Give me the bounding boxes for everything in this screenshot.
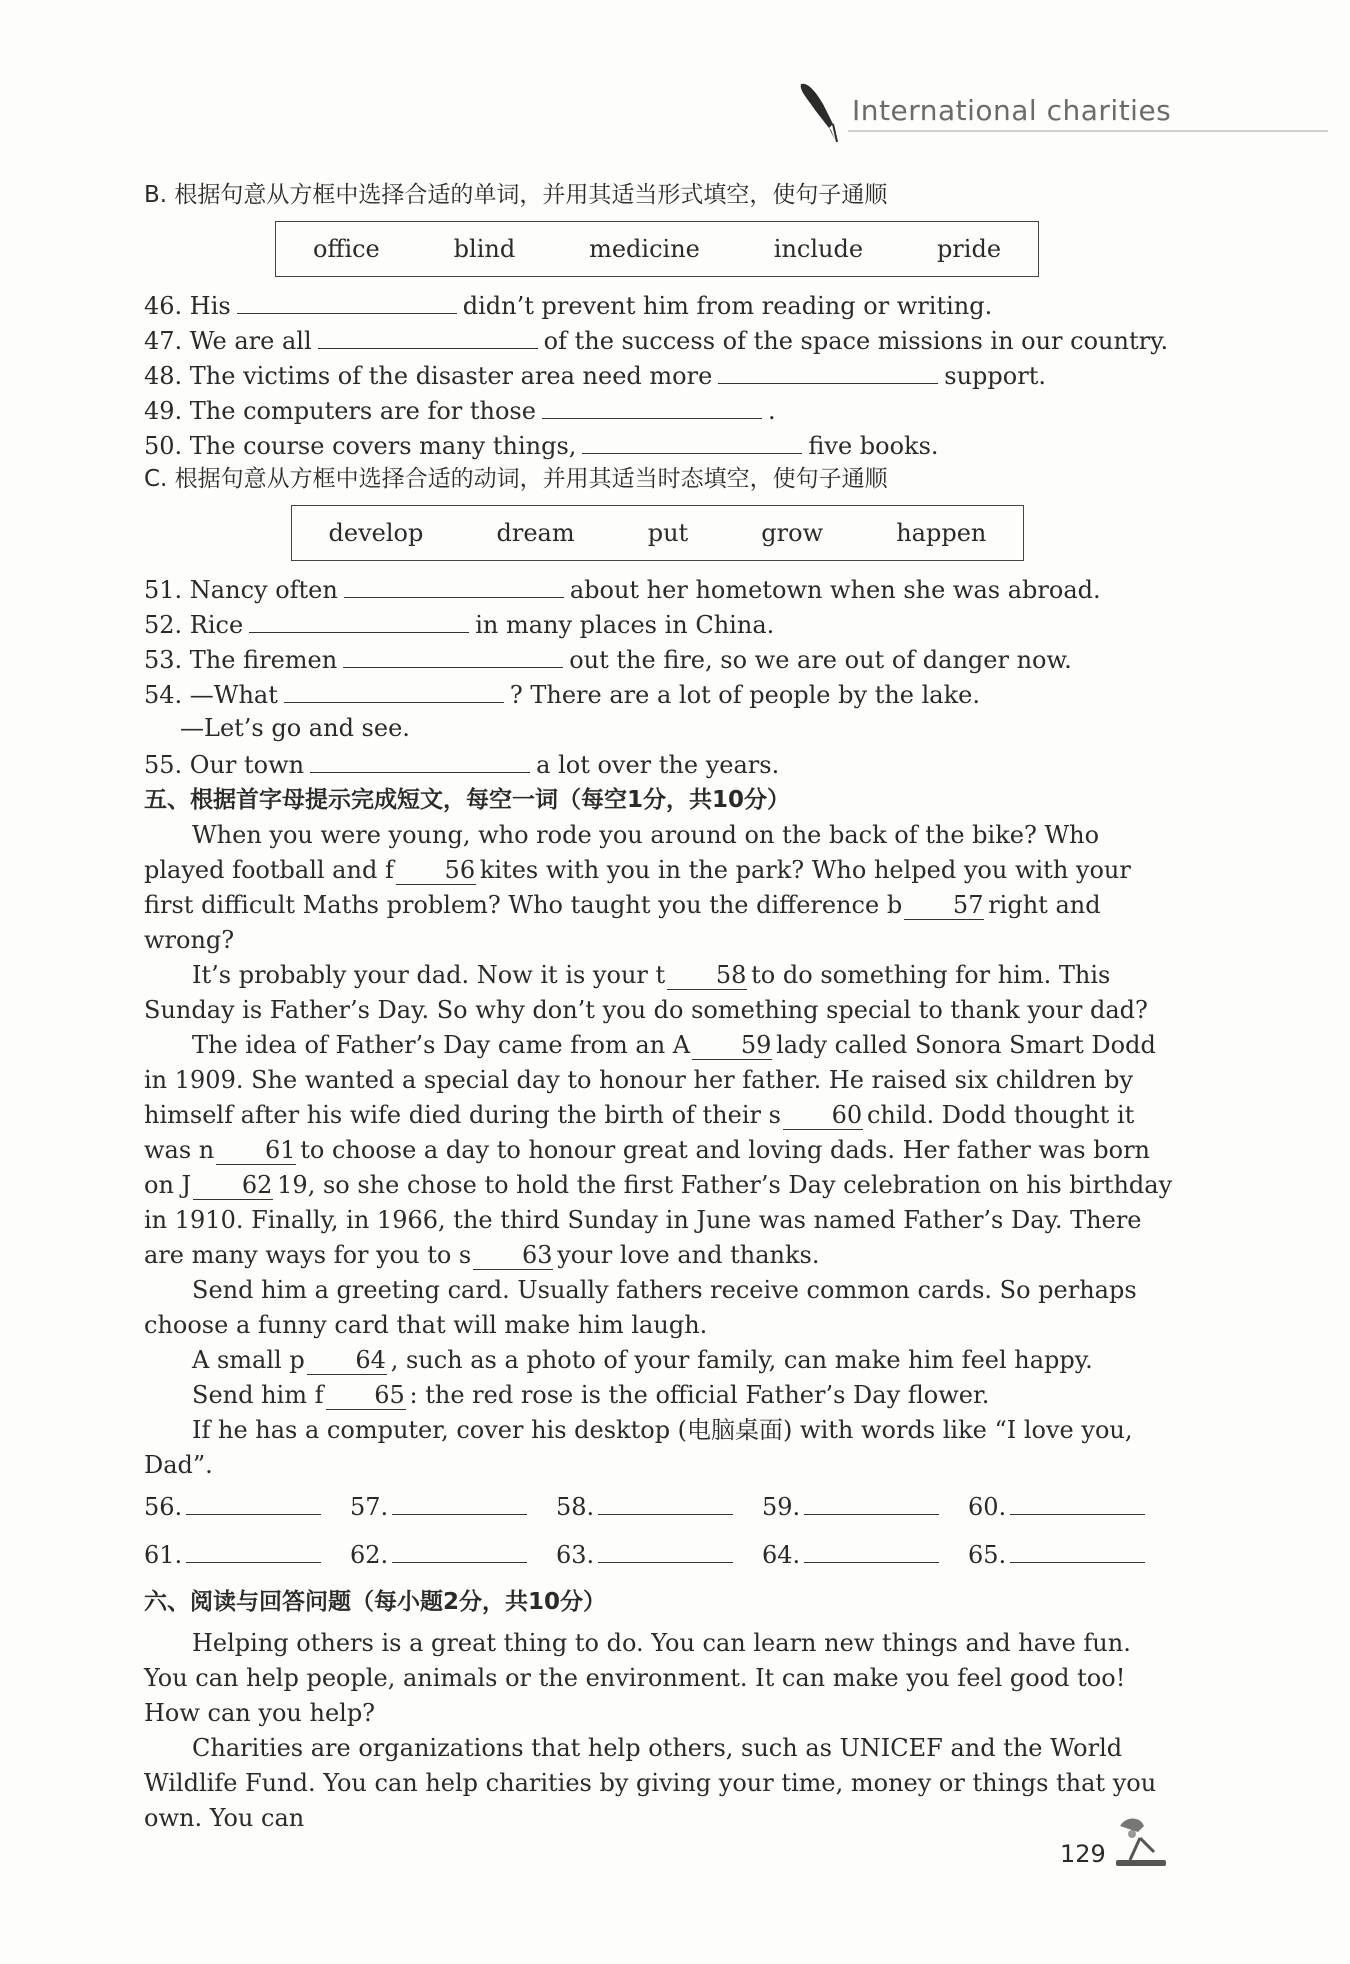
question-50: 50. The course covers many things, five books. <box>144 427 1174 462</box>
page-header <box>790 72 1330 142</box>
page-content <box>144 178 1174 1836</box>
pen-icon <box>795 80 841 144</box>
cloze-paragraph-7: If he has a computer, cover his desktop (电脑桌面) with words like “I love you, Dad”. <box>144 1416 1133 1479</box>
question-48: 48. The victims of the disaster area need more support. <box>144 357 1174 392</box>
cloze-blank-56[interactable]: 56 <box>396 856 476 885</box>
answer-blank[interactable] <box>582 427 802 454</box>
answer-slot: 57. <box>350 1490 556 1525</box>
answer-lines <box>144 1487 1174 1573</box>
answer-blank[interactable] <box>718 357 938 384</box>
cloze-blank-60[interactable]: 60 <box>783 1101 863 1130</box>
word-box-item: medicine <box>589 234 700 263</box>
answer-line[interactable] <box>392 1490 527 1515</box>
answer-row <box>144 1525 1174 1573</box>
part-b-title: B. 根据句意从方框中选择合适的单词，并用其适当形式填空，使句子通顺 <box>144 182 888 208</box>
cloze-blank-58[interactable]: 58 <box>667 961 747 990</box>
cloze-blank-57[interactable]: 57 <box>904 891 984 920</box>
reading-paragraph-2: Charities are organizations that help others, such as UNICEF and the World Wildlife Fund. You can help charities by giving your time, money or things that you own. You can <box>144 1734 1157 1832</box>
word-box-item: blind <box>453 234 516 263</box>
part-c-title: C. 根据句意从方框中选择合适的动词，并用其适当时态填空，使句子通顺 <box>144 466 888 492</box>
answer-line[interactable] <box>186 1538 321 1563</box>
answer-slot: 61. <box>144 1538 350 1573</box>
answer-blank[interactable] <box>318 322 538 349</box>
question-46: 46. His didn’t prevent him from reading or writing. <box>144 287 1174 322</box>
answer-slot: 63. <box>556 1538 762 1573</box>
answer-line[interactable] <box>598 1538 733 1563</box>
cloze-blank-65[interactable]: 65 <box>326 1381 406 1410</box>
question-53: 53. The firemen out the fire, so we are out of danger now. <box>144 641 1174 676</box>
question-47: 47. We are all of the success of the space missions in our country. <box>144 322 1174 357</box>
page-number: 129 <box>1060 1840 1106 1868</box>
answer-line[interactable] <box>186 1490 321 1515</box>
answer-blank[interactable] <box>284 676 504 703</box>
answer-slot: 62. <box>350 1538 556 1573</box>
cloze-paragraph-1: When you were young, who rode you around on the back of the bike? Who played football and f 56 kites with you in the park? Who helped you with your first difficult Maths problem? Who taught you the difference b 57 right and wrong? <box>144 821 1131 954</box>
section-5-title: 五、根据首字母提示完成短文，每空一词（每空1分，共10分） <box>144 787 791 813</box>
answer-line[interactable] <box>804 1490 939 1515</box>
answer-blank[interactable] <box>542 392 762 419</box>
answer-blank[interactable] <box>249 606 469 633</box>
word-box-item: dream <box>496 518 575 547</box>
part-c-word-box <box>291 505 1024 561</box>
cloze-blank-62[interactable]: 62 <box>193 1171 273 1200</box>
answer-blank[interactable] <box>343 641 563 668</box>
question-55: 55. Our town a lot over the years. <box>144 746 1174 781</box>
answer-row <box>144 1487 1174 1525</box>
answer-slot: 65. <box>968 1538 1174 1573</box>
reading-paragraph-1: Helping others is a great thing to do. You can learn new things and have fun. You can help people, animals or the environment. It can make you feel good too! How can you help? <box>144 1629 1131 1727</box>
word-box-item: pride <box>936 234 1002 263</box>
answer-blank[interactable] <box>310 746 530 773</box>
cloze-blank-61[interactable]: 61 <box>216 1136 296 1165</box>
word-box-item: grow <box>761 518 824 547</box>
cloze-blank-59[interactable]: 59 <box>692 1031 772 1060</box>
answer-blank[interactable] <box>344 571 564 598</box>
question-54-reply: —Let’s go and see. <box>180 714 410 742</box>
cloze-blank-64[interactable]: 64 <box>307 1346 387 1375</box>
lamp-icon <box>1110 1812 1172 1868</box>
answer-blank[interactable] <box>237 287 457 314</box>
cloze-paragraph-5: A small p 64 , such as a photo of your family, can make him feel happy. <box>192 1346 1093 1374</box>
answer-line[interactable] <box>1010 1490 1145 1515</box>
cloze-paragraph-3: The idea of Father’s Day came from an A 59 lady called Sonora Smart Dodd in 1909. She wanted a special day to honour her father. He raised six children by himself after his wife died during the birth of their s 60 child. Dodd thought it was n 61 to choose a day to honour great and loving dads. Her father was born on J 62 19, so she chose to hold the first Father’s Day celebration on his birthday in 1910. Finally, in 1966, the third Sunday in June was named Father’s Day. There are many ways for you to s 63 your love and thanks. <box>144 1031 1173 1269</box>
word-box-item: include <box>773 234 864 263</box>
answer-slot: 60. <box>968 1490 1174 1525</box>
answer-slot: 59. <box>762 1490 968 1525</box>
answer-line[interactable] <box>804 1538 939 1563</box>
answer-line[interactable] <box>598 1490 733 1515</box>
word-box-item: happen <box>896 518 987 547</box>
word-box-item: office <box>312 234 380 263</box>
cloze-blank-63[interactable]: 63 <box>473 1241 553 1270</box>
question-52: 52. Rice in many places in China. <box>144 606 1174 641</box>
header-title: International charities <box>852 94 1172 127</box>
header-rule <box>848 130 1328 132</box>
question-54: 54. —What ? There are a lot of people by the lake. <box>144 676 1174 711</box>
answer-line[interactable] <box>392 1538 527 1563</box>
part-b-word-box <box>275 221 1039 277</box>
cloze-paragraph-2: It’s probably your dad. Now it is your t 58 to do something for him. This Sunday is Father’s Day. So why don’t you do something special to thank your dad? <box>144 961 1148 1024</box>
word-box-item: put <box>647 518 689 547</box>
word-box-item: develop <box>328 518 424 547</box>
section-6-title: 六、阅读与回答问题（每小题2分，共10分） <box>144 1589 607 1615</box>
question-51: 51. Nancy often about her hometown when she was abroad. <box>144 571 1174 606</box>
answer-slot: 64. <box>762 1538 968 1573</box>
answer-line[interactable] <box>1010 1538 1145 1563</box>
answer-slot: 58. <box>556 1490 762 1525</box>
cloze-paragraph-6: Send him f 65 : the red rose is the official Father’s Day flower. <box>192 1381 990 1409</box>
cloze-paragraph-4: Send him a greeting card. Usually fathers receive common cards. So perhaps choose a funny card that will make him laugh. <box>144 1276 1137 1339</box>
question-49: 49. The computers are for those . <box>144 392 1174 427</box>
answer-slot: 56. <box>144 1490 350 1525</box>
